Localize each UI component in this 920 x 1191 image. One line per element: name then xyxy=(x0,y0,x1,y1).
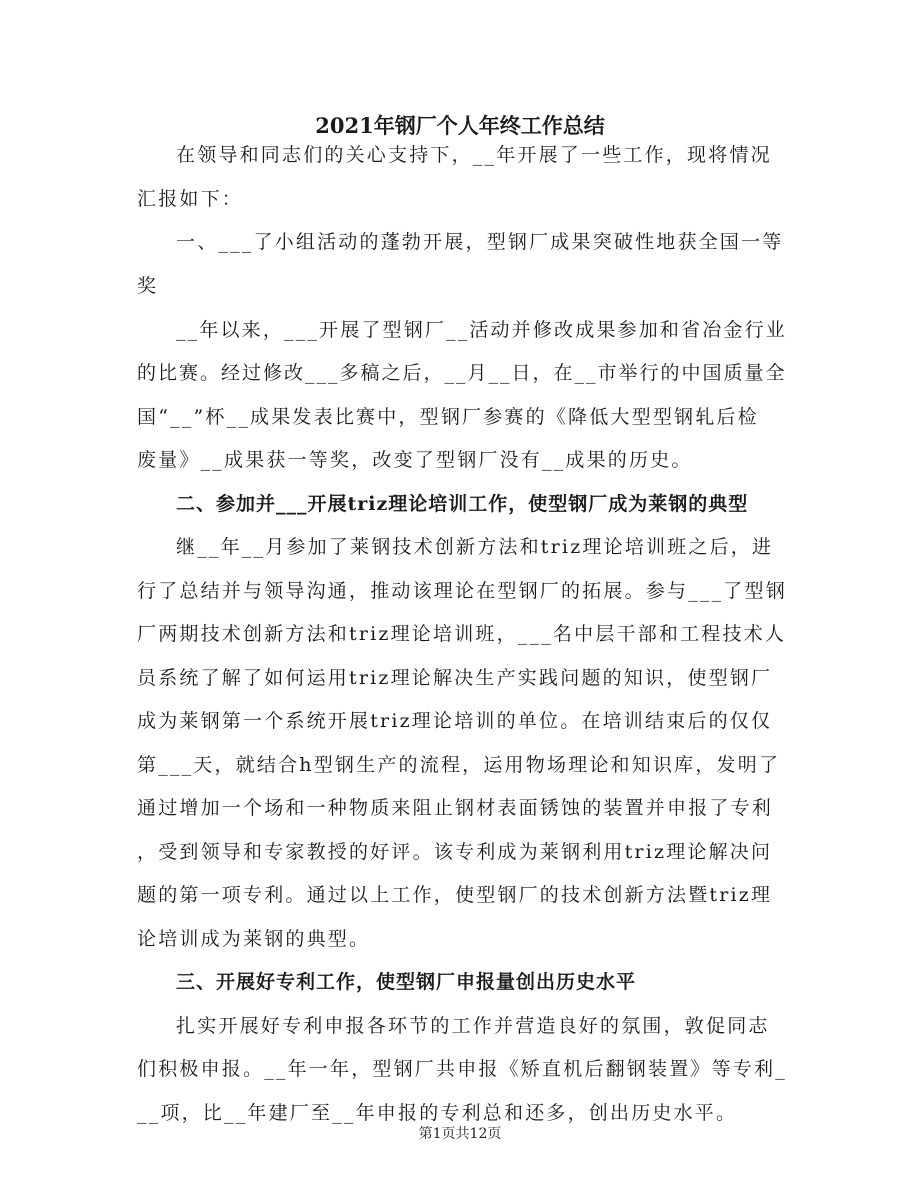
section-heading: 三、开展好专利工作，使型钢厂申报量创出历史水平 xyxy=(176,971,637,993)
body-text-line: 行了总结并与领导沟通，推动该理论在型钢厂的拓展。参与___了型钢 xyxy=(137,580,787,602)
section-heading: 二、参加并___开展triz理论培训工作，使型钢厂成为莱钢的典型 xyxy=(176,493,749,515)
body-text-line: 奖 xyxy=(137,275,159,297)
body-text-line: __项，比__年建厂至__年申报的专利总和还多，创出历史水平。 xyxy=(137,1102,738,1124)
page-number: 第1页共12页 xyxy=(418,1126,502,1142)
body-text-line: 第___天，就结合h型钢生产的流程，运用物场理论和知识库，发明了 xyxy=(137,754,781,776)
body-text-line: ，受到领导和专家教授的好评。该专利成为莱钢利用triz理论解决问 xyxy=(137,841,773,863)
body-text-line: 汇报如下： xyxy=(137,188,244,210)
body-text-line: 的比赛。经过修改___多稿之后，__月__日，在__市举行的中国质量全 xyxy=(137,362,787,384)
body-text-line: 论培训成为莱钢的典型。 xyxy=(137,928,371,950)
body-text-line: 扎实开展好专利申报各环节的工作并营造良好的氛围，敦促同志 xyxy=(176,1015,770,1037)
body-text-line: 废量》__成果获一等奖，改变了型钢厂没有__成果的历史。 xyxy=(137,449,693,471)
body-text-line: 员系统了解了如何运用triz理论解决生产实践问题的知识，使型钢厂 xyxy=(137,667,773,689)
document-title: 2021年钢厂个人年终工作总结 xyxy=(315,113,605,138)
body-text-line: 继__年__月参加了莱钢技术创新方法和triz理论培训班之后，进 xyxy=(176,536,774,558)
body-text-line: 一、___了小组活动的蓬勃开展，型钢厂成果突破性地获全国一等 xyxy=(176,231,784,253)
body-text-line: 题的第一项专利。通过以上工作，使型钢厂的技术创新方法暨triz理 xyxy=(137,884,773,906)
body-text-line: __年以来，___开展了型钢厂__活动并修改成果参加和省冶金行业 xyxy=(176,319,787,341)
body-text-line: 厂两期技术创新方法和triz理论培训班，___名中层干部和工程技术人 xyxy=(137,623,787,645)
body-text-line: 们积极申报。__年一年，型钢厂共申报《矫直机后翻钢装置》等专利_ xyxy=(137,1058,787,1080)
body-text-line: 成为莱钢第一个系统开展triz理论培训的单位。在培训结束后的仅仅 xyxy=(137,710,773,732)
body-text-line: 在领导和同志们的关心支持下，__年开展了一些工作，现将情况 xyxy=(176,144,772,166)
body-text-line: 通过增加一个场和一种物质来阻止钢材表面锈蚀的装置并申报了专利 xyxy=(137,797,774,819)
body-text-line: 国“__”杯__成果发表比赛中，型钢厂参赛的《降低大型型钢轧后检 xyxy=(137,406,759,428)
